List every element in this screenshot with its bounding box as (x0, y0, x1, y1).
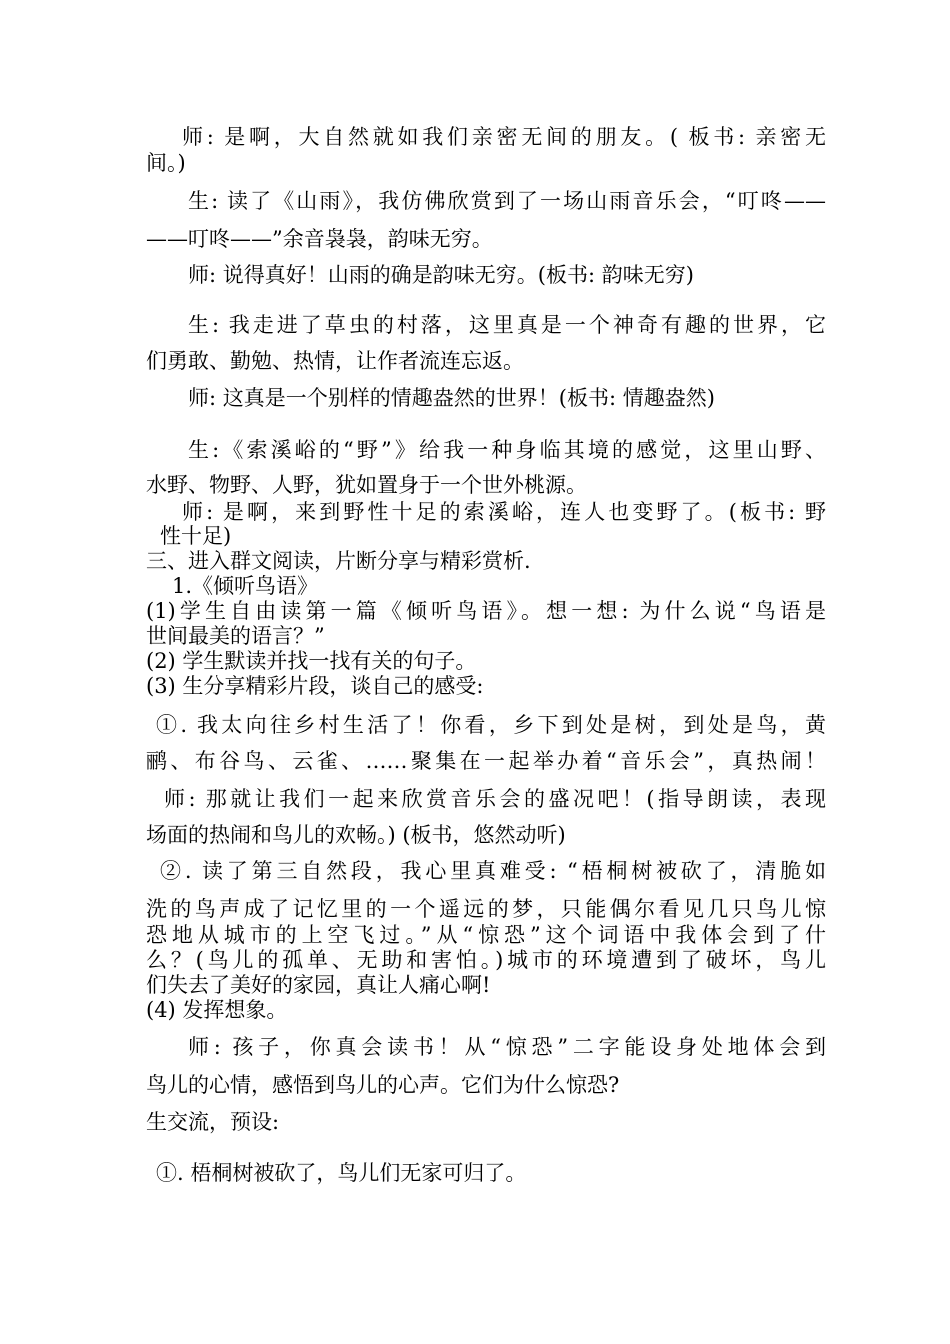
text-line: 性十足) (160, 524, 232, 548)
text-line: 师: 孩子，你真会读书！从“惊恐”二字能设身处地体会到 (188, 1035, 826, 1059)
text-line: ②. 读了第三自然段，我心里真难受: “梧桐树被砍了，清脆如 (160, 859, 826, 883)
text-line: 师: 是啊，来到野性十足的索溪峪，连人也变野了。(板书: 野 (182, 500, 826, 524)
text-line: 鹂、布谷鸟、云雀、……聚集在一起举办着“音乐会”，真热闹！ (146, 749, 826, 773)
text-line: 师: 是啊，大自然就如我们亲密无间的朋友。( 板书: 亲密无 (182, 125, 826, 149)
text-line: 生交流，预设: (146, 1110, 280, 1134)
text-line: 生: 我走进了草虫的村落，这里真是一个神奇有趣的世界，它 (188, 313, 826, 337)
text-line: 么？(鸟儿的孤单、无助和害怕。)城市的环境遭到了破坏，鸟儿 (146, 948, 826, 972)
text-line: ——叮咚——”余音袅袅，韵味无穷。 (146, 227, 493, 251)
text-line: 们勇敢、勤勉、热情，让作者流连忘返。 (146, 349, 524, 373)
text-line: 生: 读了《山雨》，我仿佛欣赏到了一场山雨音乐会，“叮咚—— (188, 189, 826, 213)
section-heading: 三、进入群文阅读，片断分享与精彩赏析. (146, 549, 531, 573)
text-line: 师: 这真是一个别样的情趣盎然的世界！(板书: 情趣盎然) (188, 386, 715, 410)
subsection-heading: 1.《倾听鸟语》 (172, 574, 319, 598)
text-line: (3) 生分享精彩片段，谈自己的感受: (146, 674, 484, 698)
text-line: 间。) (146, 151, 186, 175)
text-line: 世间最美的语言？” (146, 624, 325, 648)
text-line: 生:《索溪峪的“野”》给我一种身临其境的感觉，这里山野、 (188, 438, 826, 462)
text-line: 恐地从城市的上空飞过。”从“惊恐”这个词语中我体会到了什 (146, 923, 826, 947)
text-line: (1)学生自由读第一篇《倾听鸟语》。想一想: 为什么说“鸟语是 (146, 599, 826, 623)
text-line: ①. 我太向往乡村生活了！你看，乡下到处是树，到处是鸟，黄 (156, 713, 826, 737)
text-line: 师: 那就让我们一起来欣赏音乐会的盛况吧！(指导朗读，表现 (164, 787, 826, 811)
text-line: (2) 学生默读并找一找有关的句子。 (146, 649, 477, 673)
text-line: 们失去了美好的家园，真让人痛心啊! (146, 973, 491, 997)
text-line: ①. 梧桐树被砍了，鸟儿们无家可归了。 (156, 1161, 527, 1185)
text-line: 场面的热闹和鸟儿的欢畅。) (板书，悠然动听) (146, 823, 566, 847)
text-line: 水野、物野、人野，犹如置身于一个世外桃源。 (146, 473, 587, 497)
text-line: 师: 说得真好！山雨的确是韵味无穷。(板书: 韵味无穷) (188, 263, 694, 287)
text-line: 洗的鸟声成了记忆里的一个遥远的梦，只能偶尔看见几只鸟儿惊 (146, 897, 826, 921)
text-line: 鸟儿的心情，感悟到鸟儿的心声。它们为什么惊恐? (146, 1073, 620, 1097)
text-line: (4) 发挥想象。 (146, 998, 288, 1022)
